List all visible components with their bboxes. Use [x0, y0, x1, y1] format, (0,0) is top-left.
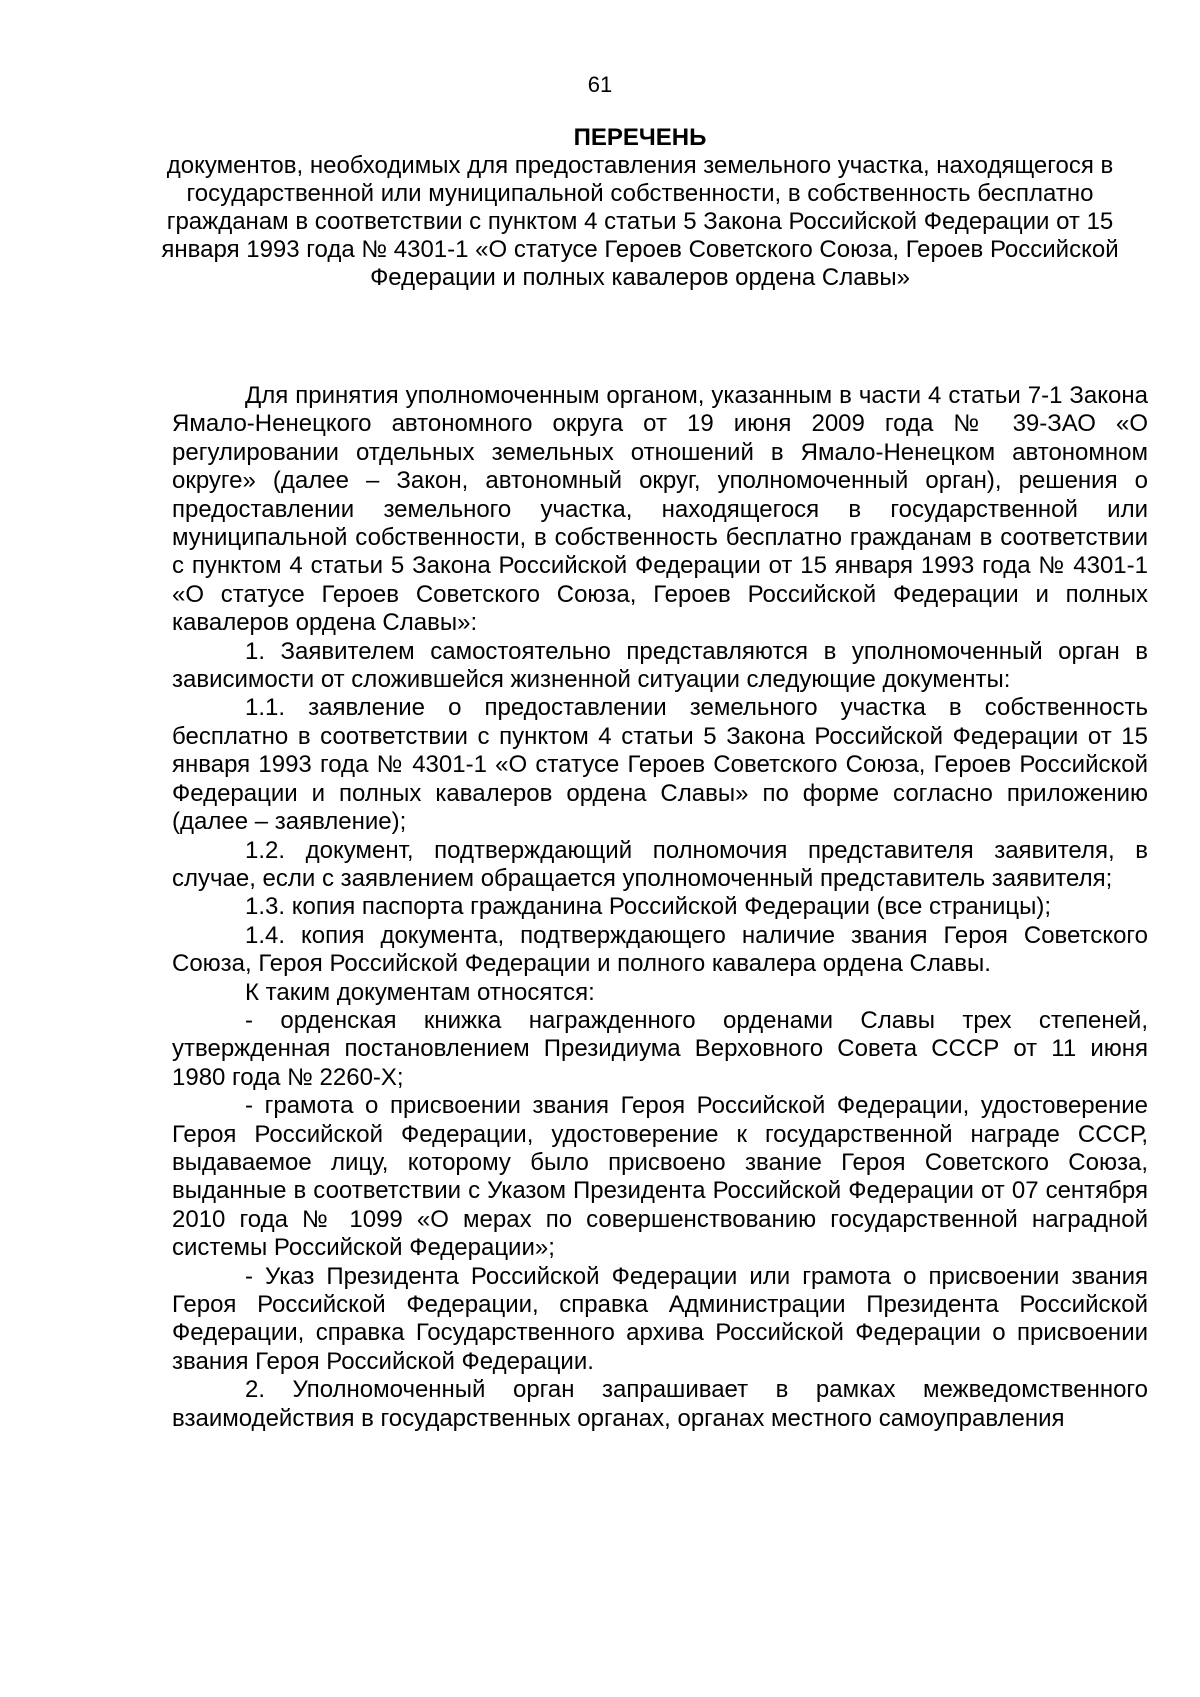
document-subtitle: документов, необходимых для предоставления земельного участка, находящегося в государственной или муниципальной собственности, в собственность бесплатно гражданам в соответствии с пунктом 4 статьи 5 Закона Российской Федерации от 15 января 1993 года № 4301-1 «О статусе Героев Советского Союза, Героев Российской Федерации и полных кавалеров ордена Славы» — [161, 152, 1119, 291]
paragraph-intro: Для принятия уполномоченным органом, указанным в части 4 статьи 7-1 Закона Ямало-Ненецкого автономного округа от 19 июня 2009 года № 39-ЗАО «О регулировании отдельных земельных отношений в Ямало-Ненецком автономном округе» (далее – Закон, автономный округ, уполномоченный орган), решения о предоставлении земельного участка, находящегося в государственной или муниципальной собственности, в собственность бесплатно гражданам в соответствии с пунктом 4 статьи 5 Закона Российской Федерации от 15 января 1993 года № 4301-1 «О статусе Героев Советского Союза, Героев Российской Федерации и полных кавалеров ордена Славы»: — [172, 382, 1148, 637]
paragraph-item-1: 1. Заявителем самостоятельно представляются в уполномоченный орган в зависимости от сложившейся жизненной ситуации следующие документы: — [172, 637, 1148, 694]
document-body — [172, 382, 1148, 1433]
paragraph-bullet-certificate: - грамота о присвоении звания Героя Российской Федерации, удостоверение Героя Российской Федерации, удостоверение к государственной награде СССР, выдаваемое лицу, которому было присвоено звание Героя Советского Союза, выданные в соответствии с Указом Президента Российской Федерации от 07 сентября 2010 года № 1099 «О мерах по совершенствованию государственной наградной системы Российской Федерации»; — [172, 1092, 1148, 1262]
paragraph-bullet-order-book: - орденская книжка награжденного орденами Славы трех степеней, утвержденная постановлением Президиума Верховного Совета СССР от 11 июня 1980 года № 2260-Х; — [172, 1006, 1148, 1091]
paragraph-documents-intro: К таким документам относятся: — [245, 978, 595, 1006]
paragraph-item-2: 2. Уполномоченный орган запрашивает в рамках межведомственного взаимодействия в государственных органах, органах местного самоуправления — [172, 1376, 1148, 1432]
document-heading — [160, 124, 1120, 292]
document-title: ПЕРЕЧЕНЬ — [573, 124, 707, 151]
page-number: 61 — [587, 72, 613, 97]
paragraph-bullet-decree: - Указ Президента Российской Федерации или грамота о присвоении звания Героя Российской Федерации, справка Администрации Президента Российской Федерации, справка Государственного архива Российской Федерации о присвоении звания Героя Российской Федерации. — [172, 1262, 1148, 1375]
paragraph-item-1-2: 1.2. документ, подтверждающий полномочия представителя заявителя, в случае, если с заявлением обращается уполномоченный представитель заявителя; — [172, 836, 1148, 892]
paragraph-item-1-4: 1.4. копия документа, подтверждающего наличие звания Героя Советского Союза, Героя Российской Федерации и полного кавалера ордена Славы. — [172, 921, 1148, 978]
paragraph-item-1-1: 1.1. заявление о предоставлении земельного участка в собственность бесплатно в соответствии с пунктом 4 статьи 5 Закона Российской Федерации от 15 января 1993 года № 4301-1 «О статусе Героев Советского Союза, Героев Российской Федерации и полных кавалеров ордена Славы» по форме согласно приложению (далее – заявление); — [172, 694, 1148, 836]
paragraph-item-1-3: 1.3. копия паспорта гражданина Российской Федерации (все страницы); — [245, 893, 1052, 921]
